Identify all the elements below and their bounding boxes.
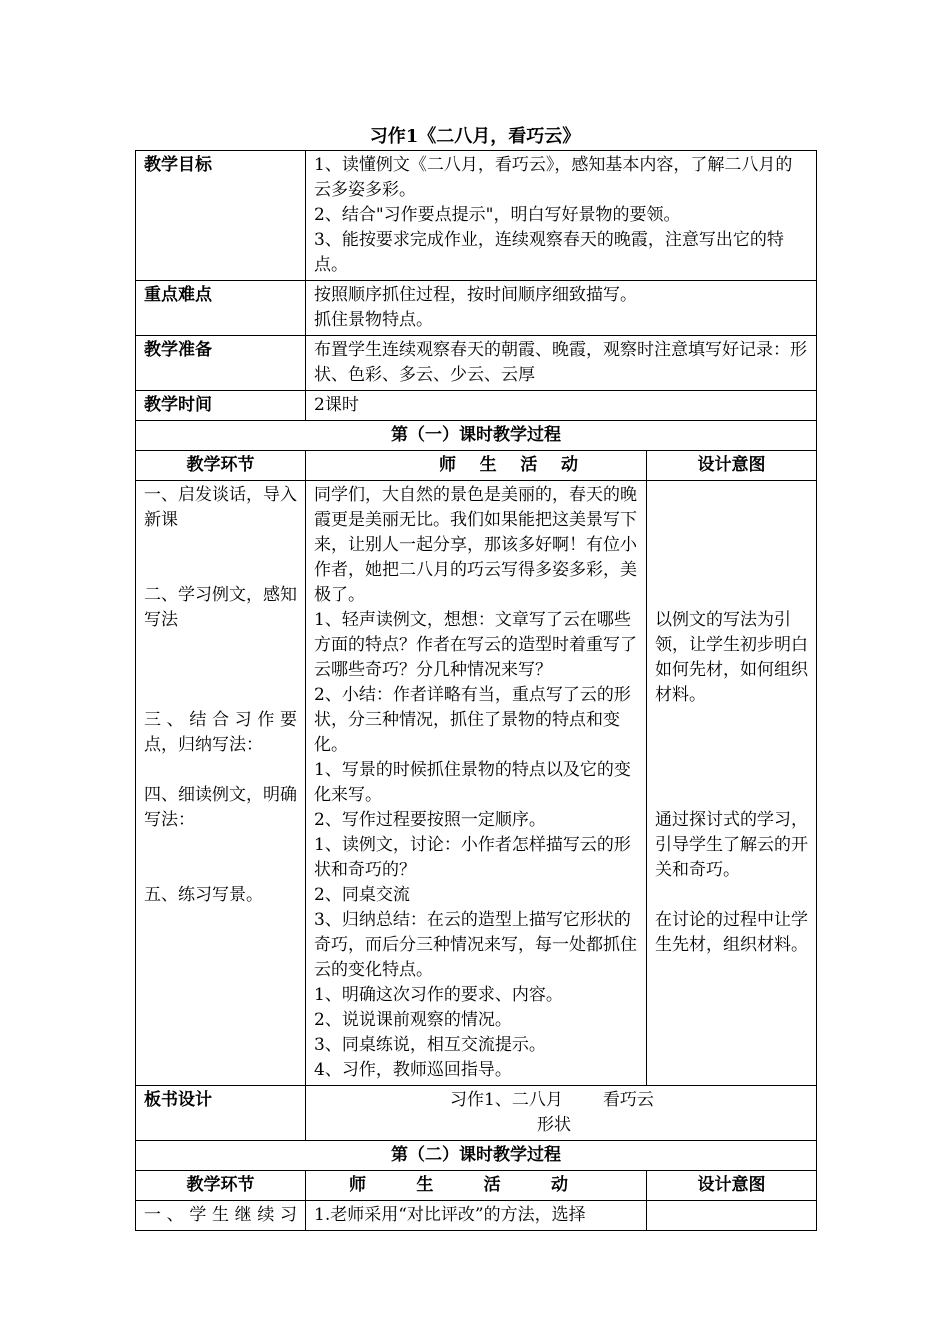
step-item: 二、学习例文，感知写法 xyxy=(144,585,297,630)
activity-item: 3、同桌练说，相互交流提示。 xyxy=(314,1035,546,1055)
section1-heading-row xyxy=(136,421,817,451)
col-header-char: 师 xyxy=(349,1175,366,1195)
value-time: 2课时 xyxy=(306,391,817,421)
section2-intent xyxy=(647,1201,817,1231)
info-row-time xyxy=(136,391,817,421)
col-header-steps: 教学环节 xyxy=(136,451,306,481)
label-time: 教学时间 xyxy=(136,391,306,421)
col-header-activities xyxy=(306,1171,647,1201)
step-item: 三、结合习作要 xyxy=(144,710,297,730)
intent-item: 在讨论的过程中让学生先材，组织材料。 xyxy=(655,910,808,955)
intent-item: 以例文的写法为引领，让学生初步明白如何先材，如何组织材料。 xyxy=(655,610,808,705)
col-header-char: 师 xyxy=(439,455,456,475)
activity-item: 2、写作过程要按照一定顺序。 xyxy=(314,810,546,830)
goal-line: 3、能按要求完成作业，连续观察春天的晚霞，注意写出它的特点。 xyxy=(314,230,784,275)
key-point-line: 抓住景物特点。 xyxy=(314,310,433,330)
section2-activity: 1.老师采用“对比评改”的方法，选择 xyxy=(306,1201,647,1231)
activity-item: 1、明确这次习作的要求、内容。 xyxy=(314,985,563,1005)
section2-heading-row xyxy=(136,1141,817,1171)
col-header-intent: 设计意图 xyxy=(647,451,817,481)
activities-cell xyxy=(306,481,647,1086)
board-line2: 形状 xyxy=(537,1115,571,1135)
step-item: 四、细读例文，明确写法： xyxy=(144,785,297,830)
label-board: 板书设计 xyxy=(136,1086,306,1141)
lesson-plan-table xyxy=(135,150,817,1231)
board-content xyxy=(306,1086,817,1141)
goal-line: 1、读懂例文《二八月，看巧云》，感知基本内容，了解二八月的云多姿多彩。 xyxy=(314,155,793,200)
section2-heading: 第（二）课时教学过程 xyxy=(136,1141,817,1171)
activity-item: 3、归纳总结：在云的造型上描写它形状的奇巧，而后分三种情况来写，每一处都抓住云的变化特点。 xyxy=(314,910,637,980)
board-line1-a: 习作1、二八月 xyxy=(450,1090,563,1110)
section2-body-row xyxy=(136,1201,817,1231)
col-header-char: 活 xyxy=(520,455,538,475)
section2-step: 一、学生继续习 xyxy=(136,1201,306,1231)
activity-item: 4、习作，教师巡回指导。 xyxy=(314,1060,512,1080)
key-point-line: 按照顺序抓住过程，按时间顺序细致描写。 xyxy=(314,285,637,305)
section1-body-row xyxy=(136,481,817,1086)
info-row-key-points xyxy=(136,281,817,336)
step-item: 一、启发谈话，导入新课 xyxy=(144,485,297,530)
document-title: 习作1《二八月，看巧云》 xyxy=(369,126,581,147)
activity-item: 2、同桌交流 xyxy=(314,885,410,905)
intent-item: 通过探讨式的学习，引导学生了解云的开关和奇巧。 xyxy=(655,810,808,880)
goal-line: 2、结合"习作要点提示"，明白写好景物的要领。 xyxy=(314,205,681,225)
step-item: 五、练习写景。 xyxy=(144,885,263,905)
col-header-char: 动 xyxy=(560,455,578,475)
col-header-char: 生 xyxy=(416,1175,434,1195)
activity-item: 同学们，大自然的景色是美丽的，春天的晚霞更是美丽无比。我们如果能把这美景写下来，让别人一起分享，那该多好啊！有位小作者，她把二八月的巧云写得多姿多彩，美极了。 xyxy=(314,485,637,605)
label-goals: 教学目标 xyxy=(136,151,306,281)
col-header-intent: 设计意图 xyxy=(647,1171,817,1201)
section1-heading: 第（一）课时教学过程 xyxy=(136,421,817,451)
col-header-char: 活 xyxy=(483,1175,501,1195)
activity-item: 1、写景的时候抓住景物的特点以及它的变化来写。 xyxy=(314,760,631,805)
info-row-preparation xyxy=(136,336,817,391)
value-preparation: 布置学生连续观察春天的朝霞、晚霞，观察时注意填写好记录：形状、色彩、多云、少云、云厚 xyxy=(306,336,817,391)
steps-cell: 一、启发谈话，导入新课 二、学习例文，感知写法 三、结合习作要 点，归纳写法： 四、细读例文，明确写法： 五、练习写景。 xyxy=(136,481,306,1086)
board-row xyxy=(136,1086,817,1141)
col-header-steps: 教学环节 xyxy=(136,1171,306,1201)
activity-item: 2、小结：作者详略有当，重点写了云的形状，分三种情况，抓住了景物的特点和变化。 xyxy=(314,685,631,755)
board-line1-b: 看巧云 xyxy=(602,1090,654,1110)
activity-item: 1、读例文，讨论：小作者怎样描写云的形状和奇巧的？ xyxy=(314,835,631,880)
section2-col-headers xyxy=(136,1171,817,1201)
value-goals xyxy=(306,151,817,281)
activity-item: 2、说说课前观察的情况。 xyxy=(314,1010,512,1030)
section1-col-headers xyxy=(136,451,817,481)
activity-item: 1、轻声读例文，想想：文章写了云在哪些方面的特点？作者在写云的造型时着重写了云哪些奇巧？分几种情况来写？ xyxy=(314,610,637,680)
value-key-points xyxy=(306,281,817,336)
col-header-char: 生 xyxy=(479,455,497,475)
label-preparation: 教学准备 xyxy=(136,336,306,391)
info-row-goals xyxy=(136,151,817,281)
col-header-char: 动 xyxy=(550,1175,568,1195)
intent-cell xyxy=(647,481,817,1086)
label-key-points: 重点难点 xyxy=(136,281,306,336)
col-header-activities xyxy=(306,451,647,481)
